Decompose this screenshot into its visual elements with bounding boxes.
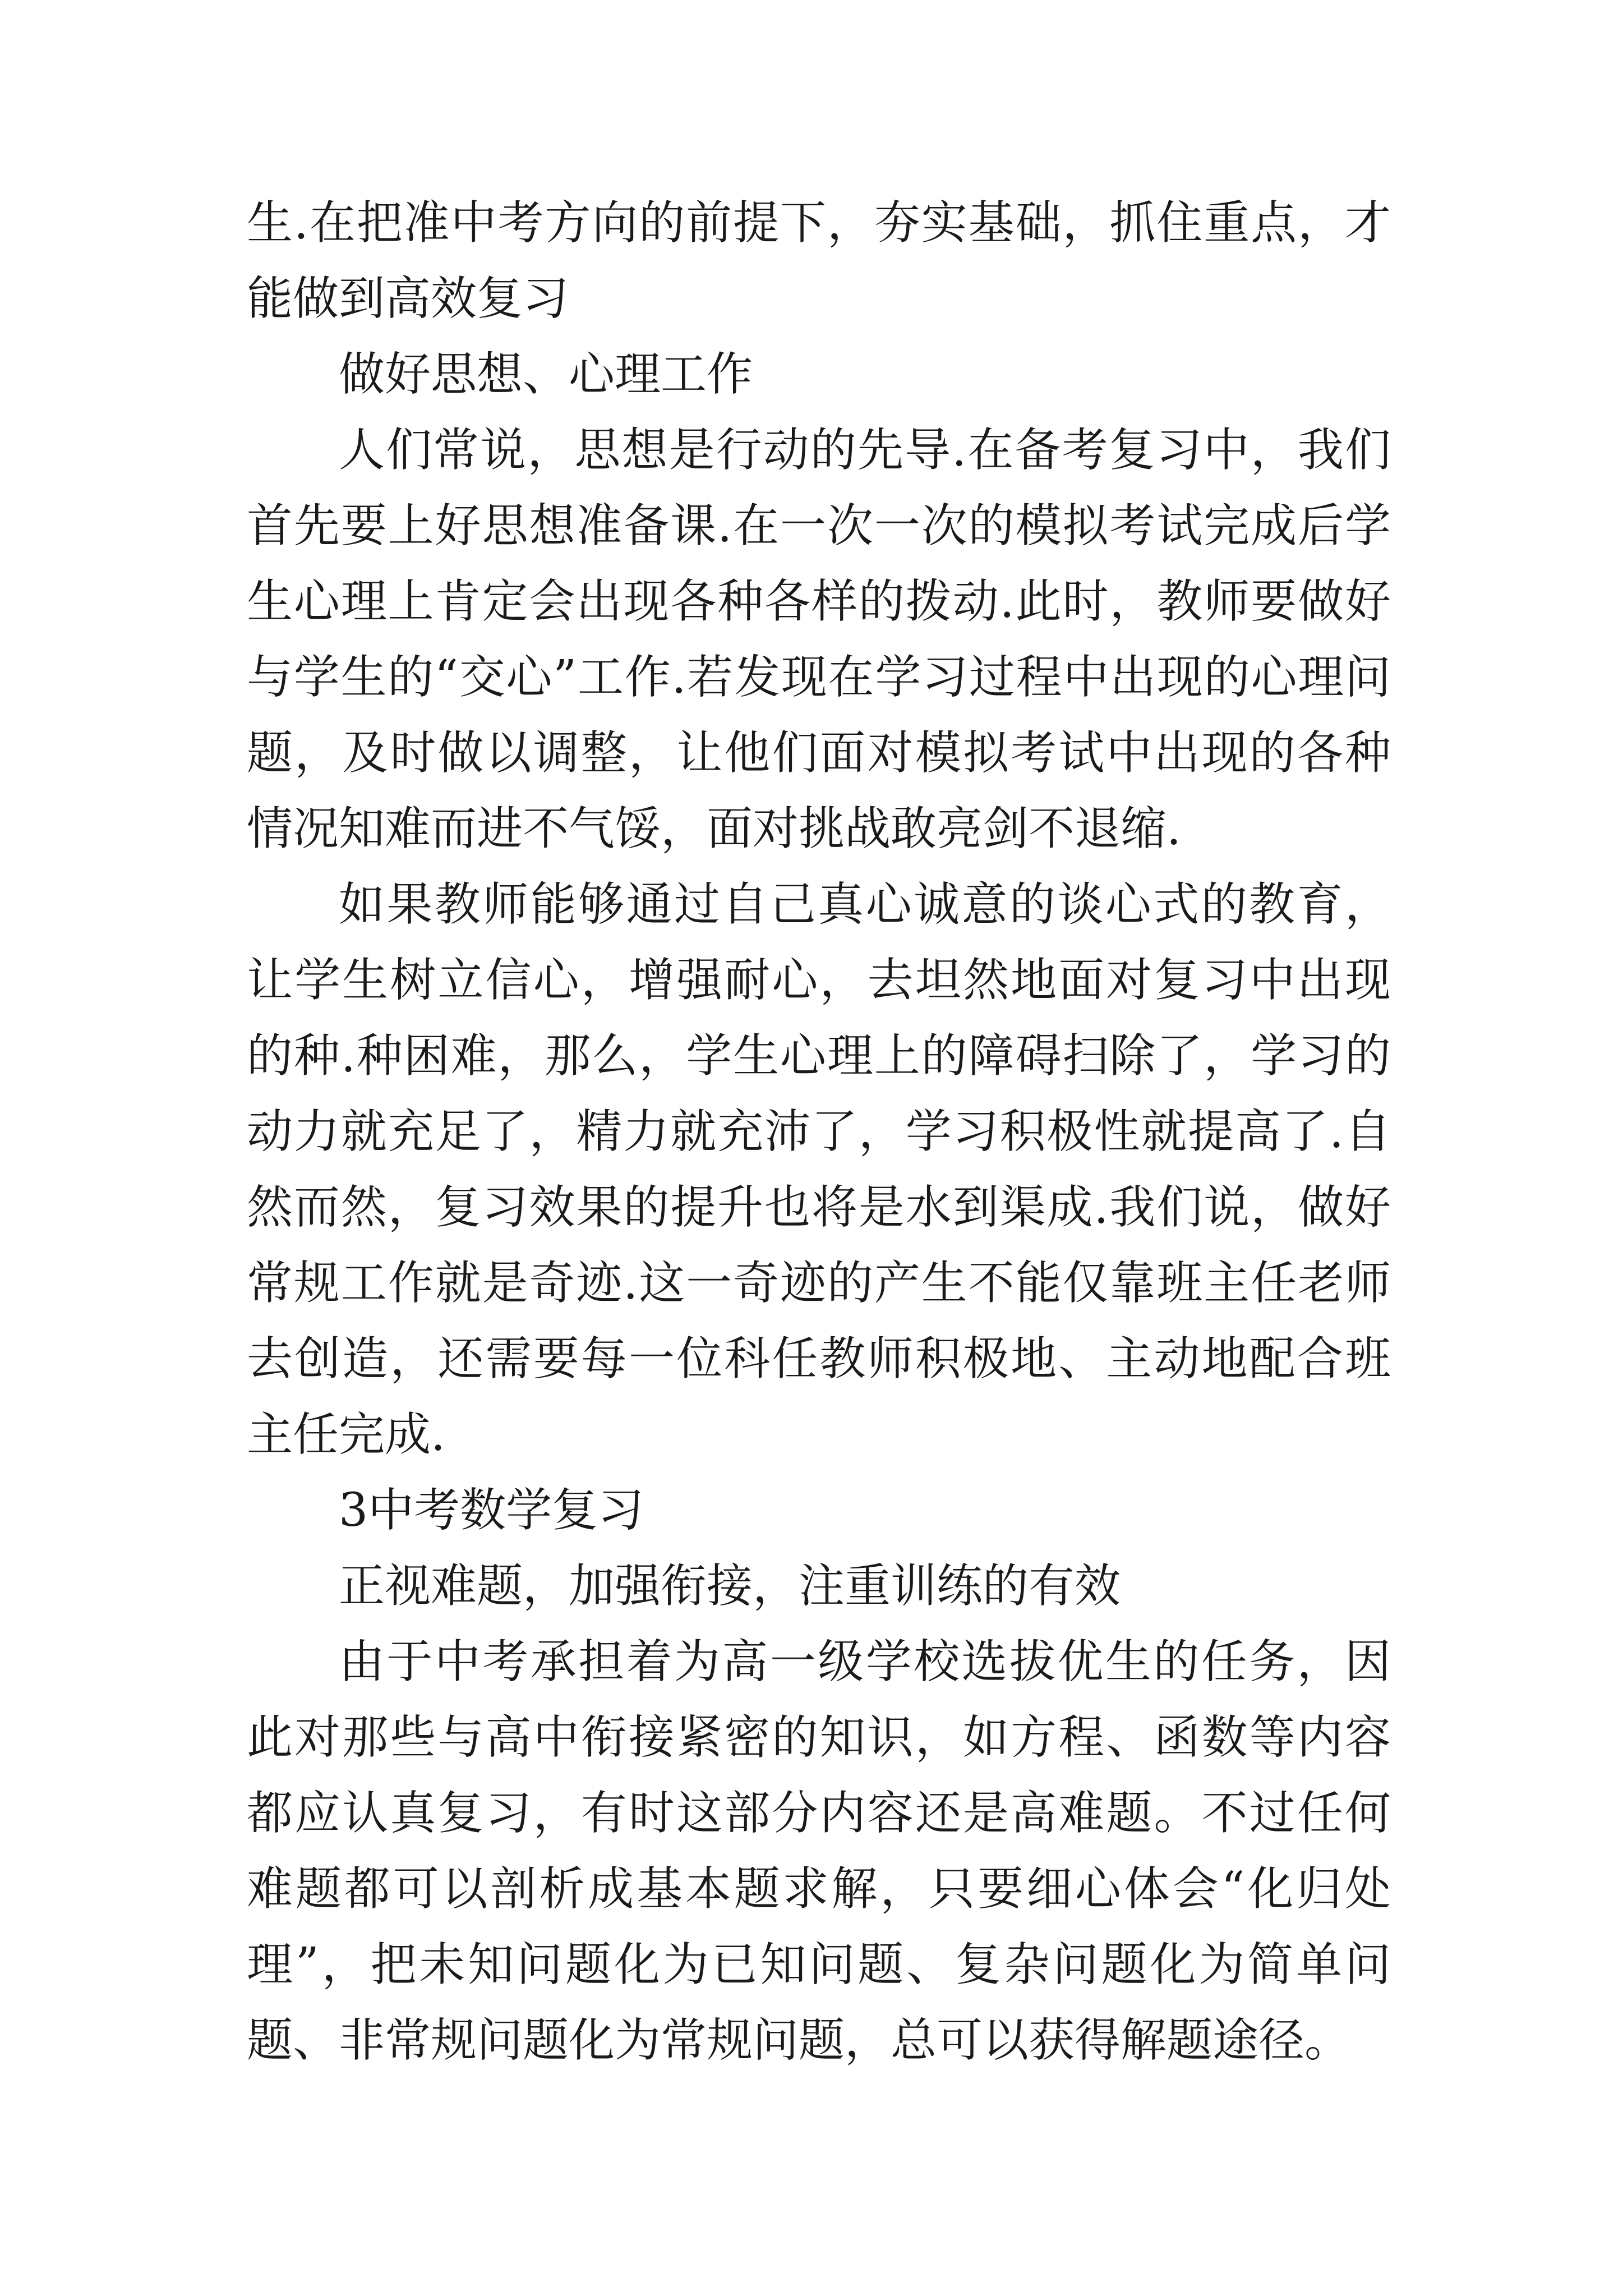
- section-heading-math-review: 3中考数学复习: [339, 1484, 644, 1537]
- paragraph-continuation: 生.在把准中考方向的前提下，夯实基础，抓住重点，才能做到高效复习: [247, 196, 1391, 325]
- paragraph-thinking-first: 人们常说，思想是行动的先导.在备考复习中，我们首先要上好思想准备课.在一次一次的模拟考试完成后学生心理上肯定会出现各种各样的拨动.此时，教师要做好与学生的“交心”工作.若发现在学习过程中出现的心理问题，及时做以调整，让他们面对模拟考试中出现的各种情况知难而进不气馁，面对挑战敢亮剑不退缩.: [247, 424, 1391, 855]
- paragraph-teacher-guidance: 如果教师能够通过自己真心诚意的谈心式的教育，让学生树立信心，增强耐心，去坦然地面对复习中出现的种.种困难，那么，学生心理上的障碍扫除了，学习的动力就充足了，精力就充沛了，学习积极性就提高了.自然而然，复习效果的提升也将是水到渠成.我们说，做好常规工作就是奇迹.这一奇迹的产生不能仅靠班主任老师去创造，还需要每一位科任教师积极地、主动地配合班主任完成.: [247, 878, 1391, 1461]
- paragraph-difficult-problems: 由于中考承担着为高一级学校选拔优生的任务，因此对那些与高中衔接紧密的知识，如方程、函数等内容都应认真复习，有时这部分内容还是高难题。不过任何难题都可以剖析成基本题求解，只要细心体会“化归处理”，把未知问题化为已知问题、复杂问题化为简单问题、非常规问题化为常规问题，总可以获得解题途径。: [247, 1635, 1391, 2067]
- subsection-heading-difficult-problems: 正视难题，加强衔接，注重训练的有效: [339, 1559, 1121, 1613]
- section-heading-mindset: 做好思想、心理工作: [339, 348, 753, 401]
- document-body: [247, 185, 1391, 2078]
